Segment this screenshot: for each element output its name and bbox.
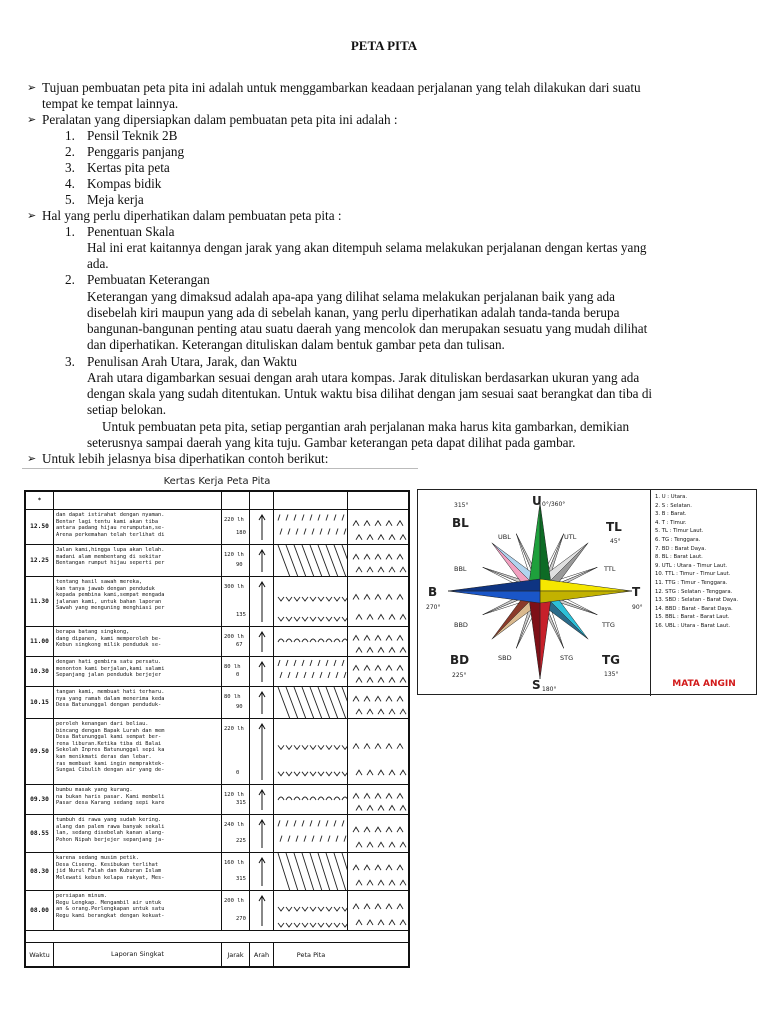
note-line: persiapan minum.: [56, 893, 108, 899]
note-line: berapa batang singkong,: [56, 629, 130, 635]
legend-item: 16. UBL : Utara - Barat Laut.: [655, 622, 731, 629]
legend-item: 12. STG : Selatan - Tenggara.: [655, 588, 733, 595]
report-cell: [54, 510, 222, 544]
note-line: Desa Batununggal dengan penduduk-: [56, 702, 162, 709]
strip-map-symbols-cell: [348, 627, 408, 656]
north-arrow-icon: [250, 853, 274, 890]
bearing-value: 315: [236, 876, 246, 882]
legend-item: 14. BBD : Barat - Barat Daya.: [655, 605, 733, 612]
table-row: [26, 510, 408, 545]
note-line: Desa Batununggal kami sempat ber-: [56, 734, 162, 741]
north-arrow-icon: [250, 657, 274, 686]
map-sketch-icon: [274, 545, 348, 576]
item-number: 5.: [65, 192, 75, 207]
time-cell: 08.30: [26, 853, 54, 890]
item-number: 2.: [65, 272, 75, 287]
note-line: nya yang ramah dalam menerima keda: [56, 695, 165, 702]
north-arrow-icon: [250, 627, 274, 656]
table-row: [26, 815, 408, 853]
map-sketch-icon: [274, 627, 348, 656]
bearing-value: 90: [236, 704, 243, 710]
table-row: [26, 627, 408, 657]
time-cell: 08.55: [26, 815, 54, 852]
distance-cell: [222, 785, 250, 814]
bearing-value: 0: [236, 770, 240, 776]
table-row: [26, 719, 408, 785]
vegetation-symbol-icon: [348, 627, 408, 656]
header-mark: *: [26, 492, 54, 509]
strip-map-cell: [274, 657, 348, 686]
compass-title: MATA ANGIN: [672, 679, 736, 689]
note-line: menonton kami berjalan,kami salami: [56, 665, 165, 672]
header-blank: [54, 492, 222, 509]
distance-value: 220 lh: [224, 517, 244, 523]
arrow-bullet-icon: ➢: [27, 209, 37, 222]
map-sketch-icon: [274, 510, 348, 544]
footer-arah: Arah: [250, 943, 274, 966]
note-line: kepada pembina kami,sempat mengada: [56, 592, 165, 599]
label-utl: UTL: [564, 533, 577, 541]
note-line: madani alam membentang di sekitar: [56, 553, 162, 560]
paragraph-line: setiap belokan.: [87, 402, 167, 417]
legend-item: 4. T : Timur.: [655, 519, 687, 526]
bullet-text: Tujuan pembuatan peta pita ini adalah untuk menggambarkan keadaan perjalanan yang telah dilakukan dari suatu: [42, 80, 641, 95]
note-line: Kebun singkong milik penduduk se-: [56, 642, 162, 649]
item-number: 1.: [65, 128, 75, 143]
label-ttg: TTG: [602, 621, 615, 629]
item-number: 2.: [65, 144, 75, 159]
direction-cell: [250, 815, 274, 852]
strip-map-cell: [274, 545, 348, 576]
distance-value: 80 lh: [224, 694, 241, 700]
vegetation-symbol-icon: [348, 853, 408, 890]
footer-peta: Peta Pita: [296, 950, 326, 959]
note-line: na bukan haris pasar. Kami membeli: [56, 793, 165, 800]
bearing-value: 225: [236, 838, 246, 844]
note-line: Sekolah Inpres Batununggal sepi ka: [56, 747, 165, 754]
bearing-value: 180: [236, 530, 246, 536]
strip-map-cell: [274, 815, 348, 852]
label-t-deg: 90°: [632, 604, 643, 611]
north-arrow-icon: [250, 510, 274, 544]
strip-map-cell: [274, 719, 348, 784]
label-ubl: UBL: [498, 533, 511, 541]
note-line: Pasar desa Karang sedang sepi kare: [56, 800, 165, 807]
label-bd: BD: [450, 653, 470, 667]
note-line: lan, sedang disebelah kanan alang-: [56, 830, 165, 837]
bearing-value: 90: [236, 562, 243, 568]
distance-value: 200 lh: [224, 898, 244, 904]
note-line: Melewati kebun kelapa rakyat, Mes-: [56, 874, 165, 881]
worksheet-title: Kertas Kerja Peta Pita: [163, 476, 271, 487]
paragraph-line: dan diperhatikan. Keterangan dituliskan dalam bentuk gambar peta dan tulisan.: [87, 337, 505, 352]
distance-value: 120 lh: [224, 552, 244, 558]
label-tl-deg: 45°: [610, 538, 621, 545]
note-line: Pohon Nipah berjejer sepanjang ja-: [56, 836, 165, 843]
map-sketch-icon: [274, 785, 348, 814]
north-arrow-icon: [250, 687, 274, 718]
time-cell: 10.30: [26, 657, 54, 686]
report-cell: [54, 815, 222, 852]
note-line: dan dapat istirahat dengan nyaman.: [56, 512, 165, 518]
bullet-text: Untuk lebih jelasnya bisa diperhatikan contoh berikut:: [42, 451, 329, 466]
direction-cell: [250, 719, 274, 784]
vegetation-symbol-icon: [348, 719, 408, 784]
item-label: Pensil Teknik 2B: [87, 128, 178, 143]
time-cell: 12.25: [26, 545, 54, 576]
distance-value: 120 lh: [224, 792, 244, 798]
distance-value: 160 lh: [224, 860, 244, 866]
west-point-icon: [448, 579, 540, 603]
arrow-bullet-icon: ➢: [27, 452, 37, 465]
legend-item: 10. TTL : Timur - Timur Laut.: [655, 571, 731, 578]
bearing-value: 67: [236, 642, 243, 648]
paragraph-line: Hal ini erat kaitannya dengan jarak yang akan ditempuh selama melakukan perjalanan dengan kertas yang: [87, 240, 647, 255]
distance-value: 220 lh: [224, 726, 244, 732]
divider: [22, 468, 418, 469]
vegetation-symbol-icon: [348, 510, 408, 544]
item-number: 3.: [65, 354, 75, 369]
direction-cell: [250, 545, 274, 576]
legend-item: 5. TL : Timur Laut.: [655, 528, 704, 535]
label-t: T: [632, 585, 641, 599]
legend-item: 6. TG : Tenggara.: [655, 536, 701, 543]
label-s: S: [532, 678, 541, 692]
north-arrow-icon: [250, 719, 274, 784]
bullet-text-cont: tempat ke tempat lainnya.: [42, 96, 179, 111]
label-u-deg: 0°/360°: [542, 501, 566, 508]
direction-cell: [250, 687, 274, 718]
distance-value: 80 lh: [224, 664, 241, 670]
distance-cell: [222, 627, 250, 656]
legend-item: 2. S : Selatan.: [655, 502, 692, 509]
worksheet-header-row: [26, 492, 408, 510]
map-sketch-icon: [274, 891, 348, 930]
paragraph-line: Keterangan yang dimaksud adalah apa-apa yang dilihat selama melakukan perjalanan baik yang ada: [87, 289, 616, 304]
time-cell: 10.15: [26, 687, 54, 718]
distance-cell: [222, 891, 250, 930]
paragraph-line: Untuk pembuatan peta pita, setiap pergantian arah perjalanan maka harus kita gambarkan, demikian: [102, 419, 630, 434]
legend-item: 7. BD : Barat Daya.: [655, 545, 707, 552]
item-number: 4.: [65, 176, 75, 191]
table-row: [26, 853, 408, 891]
note-line: antara padang hijau rerumputan,se-: [56, 525, 165, 532]
north-point-icon: [528, 503, 552, 591]
distance-cell: [222, 719, 250, 784]
label-bbl: BBL: [454, 565, 467, 573]
note-line: jalanan kami, untuk bahan laporan: [56, 598, 162, 605]
label-b: B: [428, 585, 438, 599]
time-cell: 09.30: [26, 785, 54, 814]
legend-item: 11. TTG : Timur - Tenggara.: [655, 579, 728, 586]
north-arrow-icon: [250, 891, 274, 930]
strip-map-cell: [274, 785, 348, 814]
item-number: 1.: [65, 224, 75, 239]
item-label: Kertas pita peta: [87, 160, 170, 175]
note-line: rena liburan.Ketika tiba di Balai: [56, 740, 162, 747]
east-point-icon: [540, 579, 632, 603]
note-line: bincang dengan Bapak Lurah dan mem: [56, 727, 165, 734]
paragraph-line: dengan skala yang sudah ditentukan. Untuk waktu bisa dilihat dengan jam sesuai saat berangkat dan tiba di: [87, 386, 653, 401]
direction-cell: [250, 577, 274, 626]
item-label: Penulisan Arah Utara, Jarak, dan Waktu: [87, 354, 297, 369]
distance-value: 200 lh: [224, 634, 244, 640]
note-line: tentang hasil sawah mereka,: [56, 579, 143, 585]
legend-item: 3. B : Barat.: [655, 511, 687, 518]
time-cell: 11.00: [26, 627, 54, 656]
note-line: Jalan kami,hingga lupa akan lelah.: [56, 547, 165, 553]
report-cell: [54, 687, 222, 718]
item-label: Penentuan Skala: [87, 224, 175, 239]
strip-map-cell: [274, 853, 348, 890]
strip-map-symbols-cell: [348, 785, 408, 814]
report-cell: [54, 545, 222, 576]
paragraph-line: disebelah kiri maupun yang ada di sebelah kanan, yang perlu diperhatikan adalah tanda-tanda berupa: [87, 305, 620, 320]
report-cell: [54, 785, 222, 814]
distance-value: 240 lh: [224, 822, 244, 828]
label-ttl: TTL: [604, 565, 616, 573]
table-row: [26, 657, 408, 687]
paragraph-line: ada.: [87, 256, 109, 271]
map-sketch-icon: [274, 815, 348, 852]
distance-cell: [222, 545, 250, 576]
note-line: alang dan palem rawa banyak sekali: [56, 823, 165, 830]
direction-cell: [250, 785, 274, 814]
item-number: 3.: [65, 160, 75, 175]
footer-blank: [348, 943, 408, 966]
label-sbd: SBD: [498, 654, 512, 662]
note-line: Sungai Cibulih dengan air yang de-: [56, 767, 165, 774]
map-sketch-icon: [274, 577, 348, 626]
vegetation-symbol-icon: [348, 815, 408, 852]
strip-map-worksheet: [22, 474, 412, 970]
bearing-value: 270: [236, 916, 246, 922]
distance-cell: [222, 657, 250, 686]
paragraph-line: Arah utara digambarkan sesuai dengan arah utara kompas. Jarak dituliskan berdasarkan ukuran yang ada: [87, 370, 640, 385]
header-blank: [348, 492, 408, 509]
note-line: kan tanya jawab dengan penduduk: [56, 585, 155, 592]
table-row: [26, 891, 408, 931]
bearing-value: 135: [236, 612, 246, 618]
note-line: Regu kami berangkat dengan kekuat-: [56, 912, 165, 919]
strip-map-symbols-cell: [348, 577, 408, 626]
note-line: Bentar lagi tentu kami akan tiba: [56, 518, 159, 525]
vegetation-symbol-icon: [348, 657, 408, 686]
strip-map-symbols-cell: [348, 853, 408, 890]
label-u: U: [532, 494, 542, 508]
paragraph-line: bangunan-bangunan penting atau suatu daerah yang mencolok dan merupakan sesuatu yang mudah dilihat: [87, 321, 648, 336]
bullet-text: Peralatan yang dipersiapkan dalam pembuatan peta pita ini adalah :: [42, 112, 398, 127]
item-label: Meja kerja: [87, 192, 144, 207]
label-stg: STG: [560, 654, 574, 662]
strip-map-cell: [274, 687, 348, 718]
direction-cell: [250, 627, 274, 656]
note-line: Bentangan rumput hijau seperti per: [56, 560, 165, 567]
note-line: jid Nurul Falah dan Kuburan Islam: [56, 868, 162, 875]
direction-cell: [250, 891, 274, 930]
direction-cell: [250, 657, 274, 686]
strip-map-cell: [274, 510, 348, 544]
strip-map-symbols-cell: [348, 687, 408, 718]
time-cell: 11.30: [26, 577, 54, 626]
note-line: Arena perkemahan telah terlihat di: [56, 531, 165, 538]
strip-map-cell: [274, 577, 348, 626]
table-row: [26, 687, 408, 719]
report-cell: [54, 577, 222, 626]
note-line: an & orang.Perlengkapan untuk satu: [56, 906, 165, 913]
map-sketch-icon: [274, 657, 348, 686]
direction-cell: [250, 510, 274, 544]
vegetation-symbol-icon: [348, 545, 408, 576]
legend-item: 1. U : Utara.: [655, 494, 688, 500]
map-sketch-icon: [274, 719, 348, 784]
north-arrow-icon: [250, 577, 274, 626]
footer-laporan: Laporan Singkat: [54, 943, 222, 966]
header-blank: [222, 492, 250, 509]
label-tg: TG: [602, 653, 621, 667]
strip-map-cell: [274, 891, 348, 930]
note-line: tangan kami, membuat hati terharu.: [56, 689, 165, 695]
label-b-deg: 270°: [426, 604, 441, 611]
note-line: Sawah yang menguning menghiasi per: [56, 605, 165, 612]
legend-item: 8. BL : Barat Laut.: [655, 554, 703, 561]
note-line: tumbuh di rawa yang sudah kering.: [56, 817, 162, 823]
note-line: ras membuat kami ingin mempraktek-: [56, 760, 165, 767]
paragraph-line: seterusnya sampai daerah yang kita tuju. Gambar keterangan peta dapat dilihat pada gambar.: [87, 435, 576, 450]
table-row: [26, 545, 408, 577]
label-bbd: BBD: [454, 621, 468, 629]
bearing-value: 0: [236, 672, 240, 678]
worksheet-footer-row: [26, 942, 408, 966]
item-label: Pembuatan Keterangan: [87, 272, 210, 287]
note-line: dang dipanen, kami memperoleh be-: [56, 635, 162, 642]
strip-map-symbols-cell: [348, 891, 408, 930]
distance-cell: [222, 510, 250, 544]
report-cell: [54, 719, 222, 784]
note-line: karena sedang musim petik.: [56, 855, 139, 861]
report-cell: [54, 853, 222, 890]
arrow-bullet-icon: ➢: [27, 81, 37, 94]
distance-cell: [222, 577, 250, 626]
north-arrow-icon: [250, 815, 274, 852]
vegetation-symbol-icon: [348, 891, 408, 930]
vegetation-symbol-icon: [348, 687, 408, 718]
compass-rose-figure: [417, 489, 757, 695]
strip-map-cell: [274, 627, 348, 656]
footer-jarak: Jarak: [222, 943, 250, 966]
strip-map-symbols-cell: [348, 657, 408, 686]
strip-map-symbols-cell: [348, 545, 408, 576]
strip-map-symbols-cell: [348, 510, 408, 544]
header-blank: [250, 492, 274, 509]
direction-cell: [250, 853, 274, 890]
compass-legend: [650, 490, 758, 696]
south-point-icon: [528, 591, 552, 679]
map-sketch-icon: [274, 853, 348, 890]
note-line: bumbu masak yang kurang.: [56, 787, 133, 793]
time-cell: 08.00: [26, 891, 54, 930]
label-tg-deg: 135°: [604, 671, 619, 678]
label-tl: TL: [606, 520, 622, 534]
note-line: Desa Ciseeng. Kesibukan terlihat: [56, 861, 159, 868]
distance-cell: [222, 687, 250, 718]
item-label: Kompas bidik: [87, 176, 162, 191]
distance-cell: [222, 853, 250, 890]
arrow-bullet-icon: ➢: [27, 113, 37, 126]
note-line: Sepanjang jalan penduduk berjejer: [56, 672, 162, 679]
page-title: PETA PITA: [350, 38, 418, 53]
table-row: [26, 785, 408, 815]
vegetation-symbol-icon: [348, 577, 408, 626]
legend-item: 15. BBL : Barat - Barat Laut.: [655, 614, 730, 621]
item-label: Penggaris panjang: [87, 144, 185, 159]
note-line: dengan hati gembira satu persatu.: [56, 659, 162, 665]
label-bl: BL: [452, 516, 469, 530]
legend-item: 9. UTL : Utara - Timur Laut.: [655, 562, 728, 569]
worksheet-table: [24, 490, 410, 968]
time-cell: 12.50: [26, 510, 54, 544]
vegetation-symbol-icon: [348, 785, 408, 814]
map-sketch-icon: [274, 687, 348, 718]
report-cell: [54, 891, 222, 930]
report-cell: [54, 627, 222, 656]
label-bd-deg: 225°: [452, 672, 467, 679]
strip-map-symbols-cell: [348, 719, 408, 784]
strip-map-symbols-cell: [348, 815, 408, 852]
north-arrow-icon: [250, 545, 274, 576]
bullet-text: Hal yang perlu diperhatikan dalam pembuatan peta pita :: [42, 208, 342, 223]
footer-waktu: Waktu: [26, 943, 54, 966]
note-line: Regu Lengkap. Mengambil air untuk: [56, 899, 162, 906]
label-s-deg: 180°: [542, 686, 557, 693]
legend-item: 13. SBD : Selatan - Barat Daya.: [655, 597, 739, 604]
distance-value: 300 lh: [224, 584, 244, 590]
report-cell: [54, 657, 222, 686]
note-line: peroleh kenangan dari beliau.: [56, 721, 149, 727]
header-blank: [274, 492, 348, 509]
bearing-value: 315: [236, 800, 246, 806]
distance-cell: [222, 815, 250, 852]
note-line: kan menikmati deras dan lebar.: [56, 753, 152, 760]
time-cell: 09.50: [26, 719, 54, 784]
north-arrow-icon: [250, 785, 274, 814]
label-bl-deg: 315°: [454, 502, 469, 509]
table-row: [26, 577, 408, 627]
